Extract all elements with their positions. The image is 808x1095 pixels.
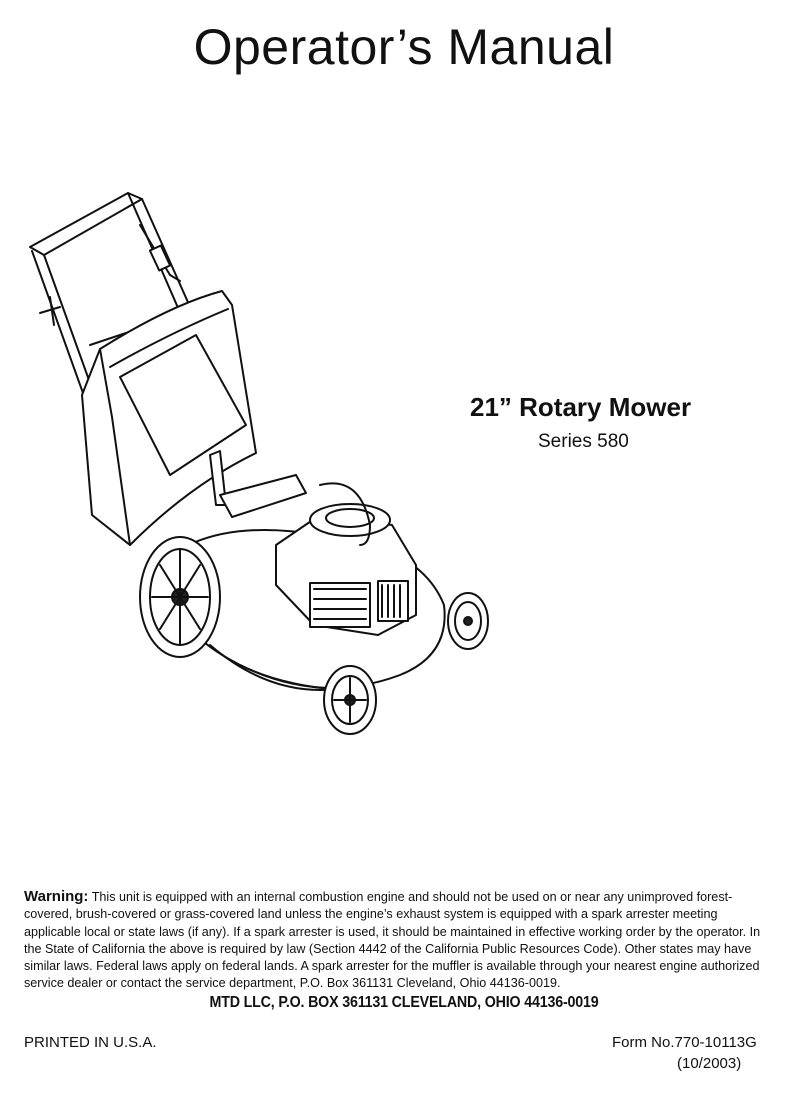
product-name: 21” Rotary Mower	[470, 392, 692, 422]
warning-lead: Warning:	[24, 888, 89, 905]
page-title: Operator’s Manual	[193, 19, 615, 75]
product-block	[470, 392, 770, 453]
printed-in: PRINTED IN U.S.A.	[24, 1034, 157, 1051]
front-wheel-right	[448, 593, 488, 649]
company-address: MTD LLC, P.O. BOX 361131 CLEVELAND, OHIO 44136-0019	[209, 994, 599, 1011]
grass-bag	[82, 291, 306, 545]
rear-wheel	[140, 537, 220, 657]
front-wheel	[324, 666, 376, 734]
form-number: Form No.770-10113G	[612, 1034, 757, 1051]
form-date: (10/2003)	[677, 1055, 742, 1072]
warning-text: This unit is equipped with an internal combustion engine and should not be used on or near any unimproved forest-covered, brush-covered or grass-covered land unless the engine’s exhaust system is equipped with a spark arrester meeting applicable local or state laws (if any). If a spark arrester is used, it should be maintained in effective working order by the operator. In the State of California the above is required by law (Section 4442 of the California Public Resources Code). Other states may have similar laws. Federal laws apply on federal lands. A spark arrester for the muffler is available through your nearest engine authorized service dealer or contact the service department, P.O. Box 361131 Cleveland, Ohio 44136-0019.	[24, 890, 761, 991]
warning-paragraph	[24, 888, 772, 993]
product-series: Series 580	[538, 431, 629, 452]
lawn-mower-illustration	[20, 185, 490, 755]
